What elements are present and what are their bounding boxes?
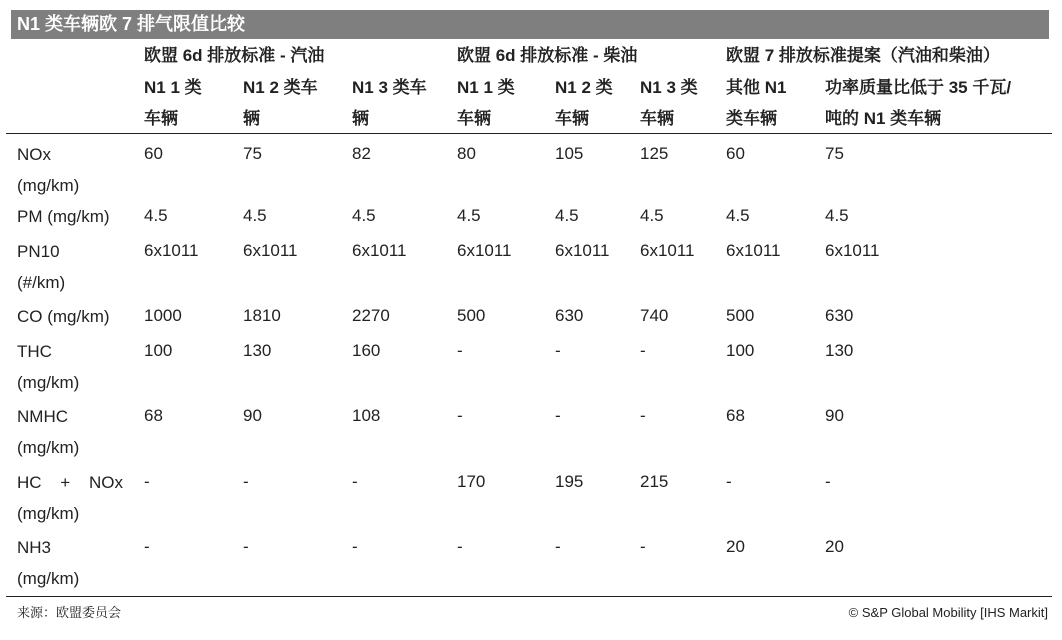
table-cell: 4.5 [243,206,267,225]
row-label [17,532,79,594]
header-divider [6,133,1052,134]
column-header-5 [555,72,627,134]
table-cell: - [457,537,463,556]
table-cell: - [825,472,831,491]
row-label [17,401,79,463]
column-header-line1: 其他 N1 [726,78,787,97]
table-cell: 170 [457,472,486,491]
table-cell: 4.5 [555,206,579,225]
table-cell: 630 [555,306,584,325]
column-header-line1: 功率质量比低于 35 千瓦/ [825,78,1012,97]
row-label-line1: NOx [17,145,51,164]
footer-divider [6,596,1052,597]
column-header-line2: 辆 [352,109,369,128]
row-label [17,236,65,298]
row-label-line2: (mg/km) [17,438,80,457]
row-label-line1: PN10 [17,242,60,261]
column-header-line1: N1 2 类车 [243,78,318,97]
table-cell: 6x1011 [825,241,880,260]
row-label-line1: HC + NOx [17,473,123,492]
table-cell: 100 [726,341,755,360]
row-label-line1: NH3 [17,538,52,557]
table-cell: 4.5 [457,206,481,225]
table-cell: 4.5 [726,206,750,225]
row-label-line2: (mg/km) [17,504,80,523]
table-cell: 500 [457,306,486,325]
table-cell: - [352,472,358,491]
table-cell: 2270 [352,306,390,325]
table-cell: 80 [457,144,476,163]
table-cell: - [144,472,150,491]
table-cell: 6x1011 [352,241,407,260]
table-cell: 215 [640,472,669,491]
table-cell: 60 [144,144,163,163]
row-label [17,139,79,201]
table-cell: - [352,537,358,556]
table-cell: 60 [726,144,745,163]
table-cell: - [457,406,463,425]
table-cell: - [726,472,732,491]
column-header-line2: 辆 [243,109,260,128]
table-cell: 160 [352,341,381,360]
row-label-line2: (mg/km) [17,373,80,392]
row-label-line1: NMHC [17,407,68,426]
table-title: N1 类车辆欧 7 排气限值比较 [11,10,1049,39]
table-cell: 6x1011 [144,241,199,260]
column-header-6 [640,72,712,134]
row-label-line1: THC [17,342,52,361]
source-note: 来源：欧盟委员会 [17,605,122,620]
table-cell: - [640,406,646,425]
table-cell: - [457,341,463,360]
column-header-line2: 车辆 [555,109,589,128]
table-cell: 6x1011 [640,241,695,260]
column-header-line2: 类车辆 [726,109,777,128]
column-header-3 [352,72,442,134]
table-cell: 4.5 [825,206,849,225]
table-cell: 130 [243,341,272,360]
column-header-2 [243,72,339,134]
row-label-line2: (#/km) [17,273,66,292]
table-cell: 130 [825,341,854,360]
table-cell: 4.5 [352,206,376,225]
table-cell: 68 [726,406,745,425]
table-cell: - [555,341,561,360]
column-header-line1: N1 1 类 [457,78,515,97]
table-cell: 100 [144,341,173,360]
row-label [17,336,79,398]
column-header-line2: 车辆 [640,109,674,128]
column-header-line1: N1 2 类 [555,78,613,97]
table-cell: 6x1011 [726,241,781,260]
row-label-line2: (mg/km) [17,176,80,195]
table-cell: 68 [144,406,163,425]
table-cell: 500 [726,306,755,325]
table-cell: 195 [555,472,584,491]
row-label-line1: PM (mg/km) [17,207,110,226]
table-cell: 108 [352,406,381,425]
table-cell: 90 [825,406,844,425]
table-cell: 1000 [144,306,182,325]
table-cell: 125 [640,144,669,163]
table-cell: 20 [825,537,844,556]
table-cell: 6x1011 [243,241,298,260]
table-cell: - [640,537,646,556]
table-cell: - [555,537,561,556]
column-header-8 [825,72,1050,134]
table-cell: - [243,472,249,491]
table-cell: 4.5 [144,206,168,225]
copyright-note: © S&P Global Mobility [IHS Markit] [848,605,1048,620]
group-header-eu6d-diesel: 欧盟 6d 排放标准 - 柴油 [457,46,638,65]
table-cell: 82 [352,144,371,163]
table-cell: 105 [555,144,584,163]
table-cell: 740 [640,306,669,325]
row-label-line1: CO (mg/km) [17,307,110,326]
table-cell: 75 [825,144,844,163]
table-cell: 1810 [243,306,281,325]
table-cell: 90 [243,406,262,425]
column-header-line2: 车辆 [457,109,491,128]
column-header-line2: 吨的 N1 类车辆 [825,109,942,128]
table-cell: 6x1011 [457,241,512,260]
group-header-eu6d-gasoline: 欧盟 6d 排放标准 - 汽油 [144,46,325,65]
table-cell: 6x1011 [555,241,610,260]
table-cell: 630 [825,306,854,325]
column-header-line1: N1 1 类 [144,78,202,97]
table-cell: 4.5 [640,206,664,225]
row-label-line2: (mg/km) [17,569,80,588]
table-cell: 20 [726,537,745,556]
table-cell: - [144,537,150,556]
column-header-line1: N1 3 类 [640,78,698,97]
group-header-eu7-proposal: 欧盟 7 排放标准提案（汽油和柴油） [726,46,1000,65]
column-header-4 [457,72,543,134]
row-label [17,467,123,529]
table-cell: - [243,537,249,556]
column-header-1 [144,72,230,134]
table-cell: - [640,341,646,360]
row-label [17,301,110,332]
table-cell: 75 [243,144,262,163]
column-header-line1: N1 3 类车 [352,78,427,97]
row-label [17,201,110,232]
column-header-line2: 车辆 [144,109,178,128]
column-header-7 [726,72,814,134]
table-cell: - [555,406,561,425]
